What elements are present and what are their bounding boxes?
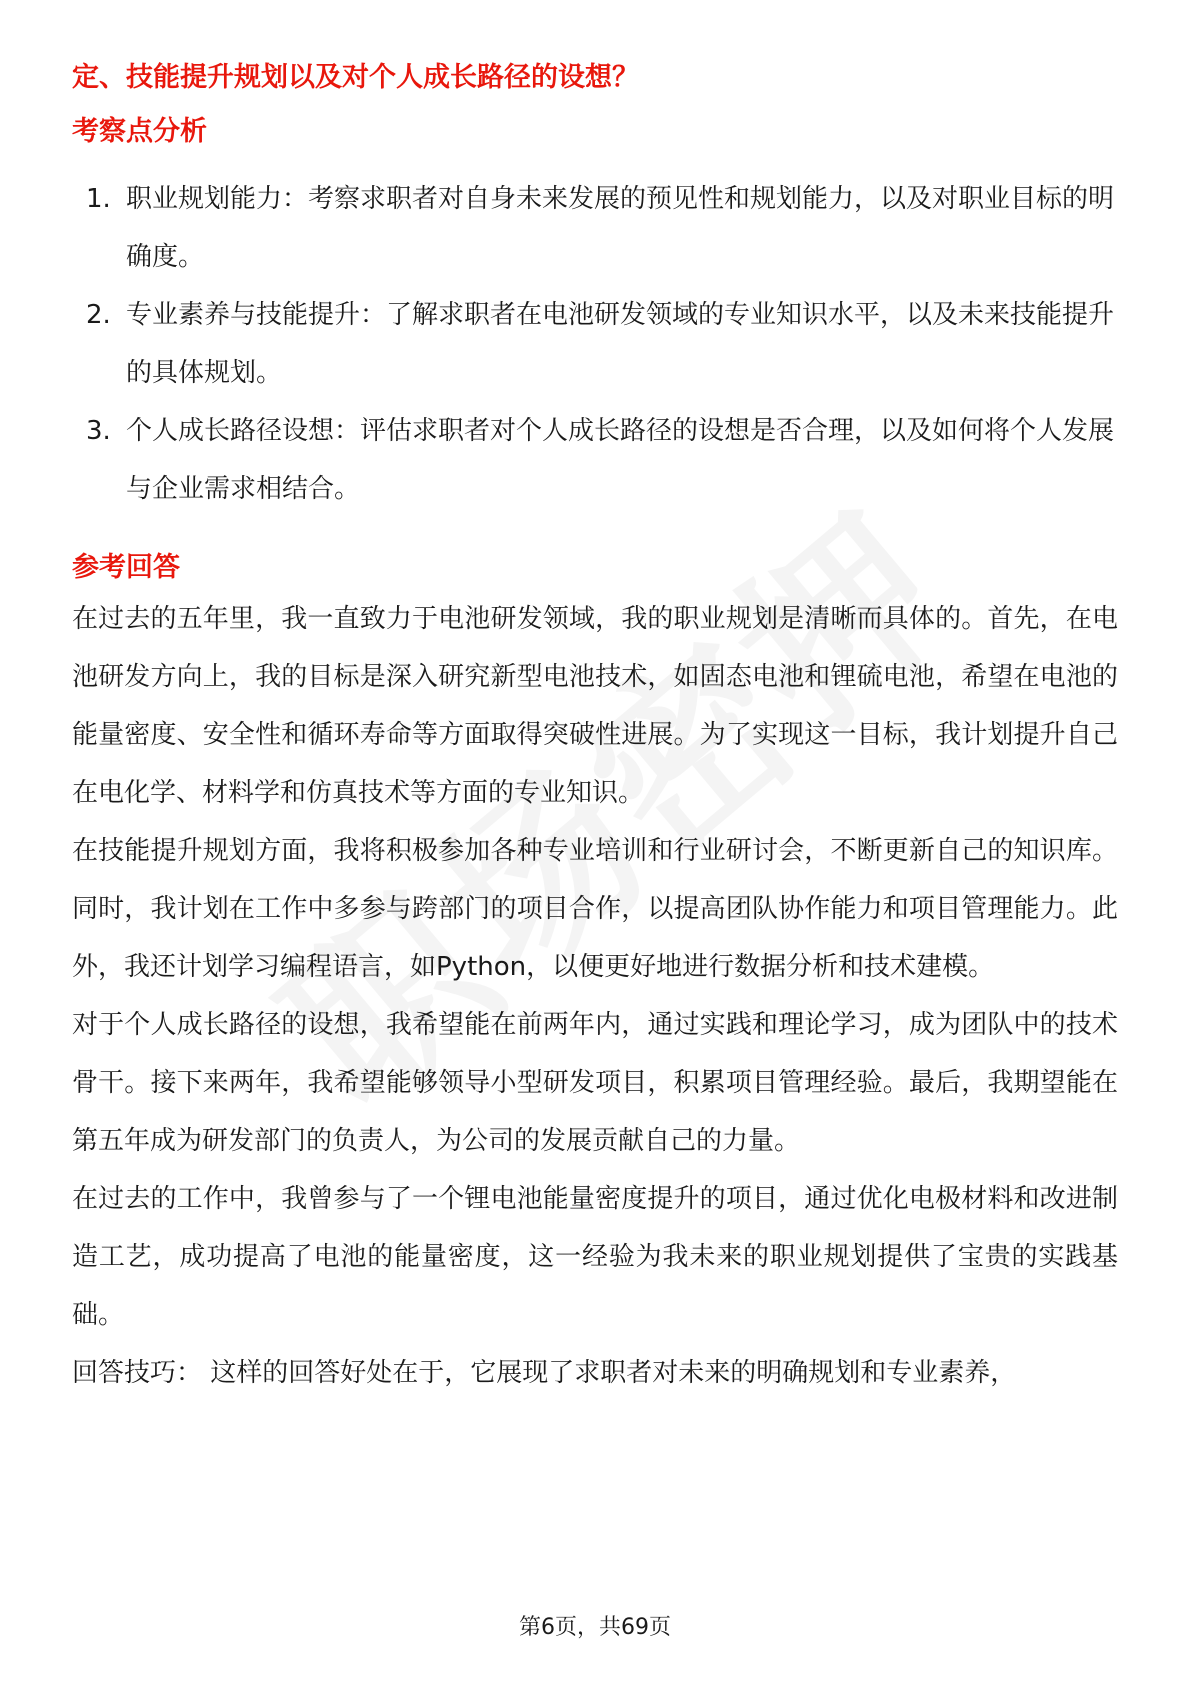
list-item-number: 2. bbox=[86, 300, 111, 330]
list-item bbox=[72, 402, 1118, 518]
answer-heading: 参考回答 bbox=[72, 552, 180, 583]
answer-paragraph: 对于个人成长路径的设想，我希望能在前两年内，通过实践和理论学习，成为团队中的技术骨干。接下来两年，我希望能够领导小型研发项目，积累项目管理经验。最后，我期望能在第五年成为研发部门的负责人，为公司的发展贡献自己的力量。 bbox=[72, 1010, 1118, 1156]
list-item-text: 职业规划能力：考察求职者对自身未来发展的预见性和规划能力，以及对职业目标的明确度。 bbox=[126, 184, 1115, 272]
list-item-text: 个人成长路径设想：评估求职者对个人成长路径的设想是否合理，以及如何将个人发展与企业需求相结合。 bbox=[126, 416, 1115, 504]
question-heading: 定、技能提升规划以及对个人成长路径的设想？ bbox=[72, 62, 639, 93]
list-item bbox=[72, 170, 1118, 286]
answer-paragraph: 在过去的五年里，我一直致力于电池研发领域，我的职业规划是清晰而具体的。首先，在电池研发方向上，我的目标是深入研究新型电池技术，如固态电池和锂硫电池，希望在电池的能量密度、安全性和循环寿命等方面取得突破性进展。为了实现这一目标，我计划提升自己在电化学、材料学和仿真技术等方面的专业知识。 bbox=[72, 604, 1118, 808]
analysis-heading: 考察点分析 bbox=[72, 116, 207, 147]
list-item-text: 专业素养与技能提升：了解求职者在电池研发领域的专业知识水平，以及未来技能提升的具体规划。 bbox=[126, 300, 1115, 388]
list-item-number: 1. bbox=[86, 184, 111, 214]
page-content bbox=[72, 56, 1118, 1402]
list-item bbox=[72, 286, 1118, 402]
tips-paragraph: 回答技巧： 这样的回答好处在于，它展现了求职者对未来的明确规划和专业素养， bbox=[72, 1358, 1017, 1388]
analysis-points-list bbox=[72, 170, 1118, 518]
page-number: 第6页，共69页 bbox=[519, 1615, 671, 1640]
answer-paragraph: 在过去的工作中，我曾参与了一个锂电池能量密度提升的项目，通过优化电极材料和改进制造工艺，成功提高了电池的能量密度，这一经验为我未来的职业规划提供了宝贵的实践基础。 bbox=[72, 1184, 1118, 1330]
answer-paragraph: 在技能提升规划方面，我将积极参加各种专业培训和行业研讨会，不断更新自己的知识库。同时，我计划在工作中多参与跨部门的项目合作，以提高团队协作能力和项目管理能力。此外，我还计划学习编程语言，如Python，以便更好地进行数据分析和技术建模。 bbox=[72, 836, 1118, 982]
list-item-number: 3. bbox=[86, 416, 111, 446]
